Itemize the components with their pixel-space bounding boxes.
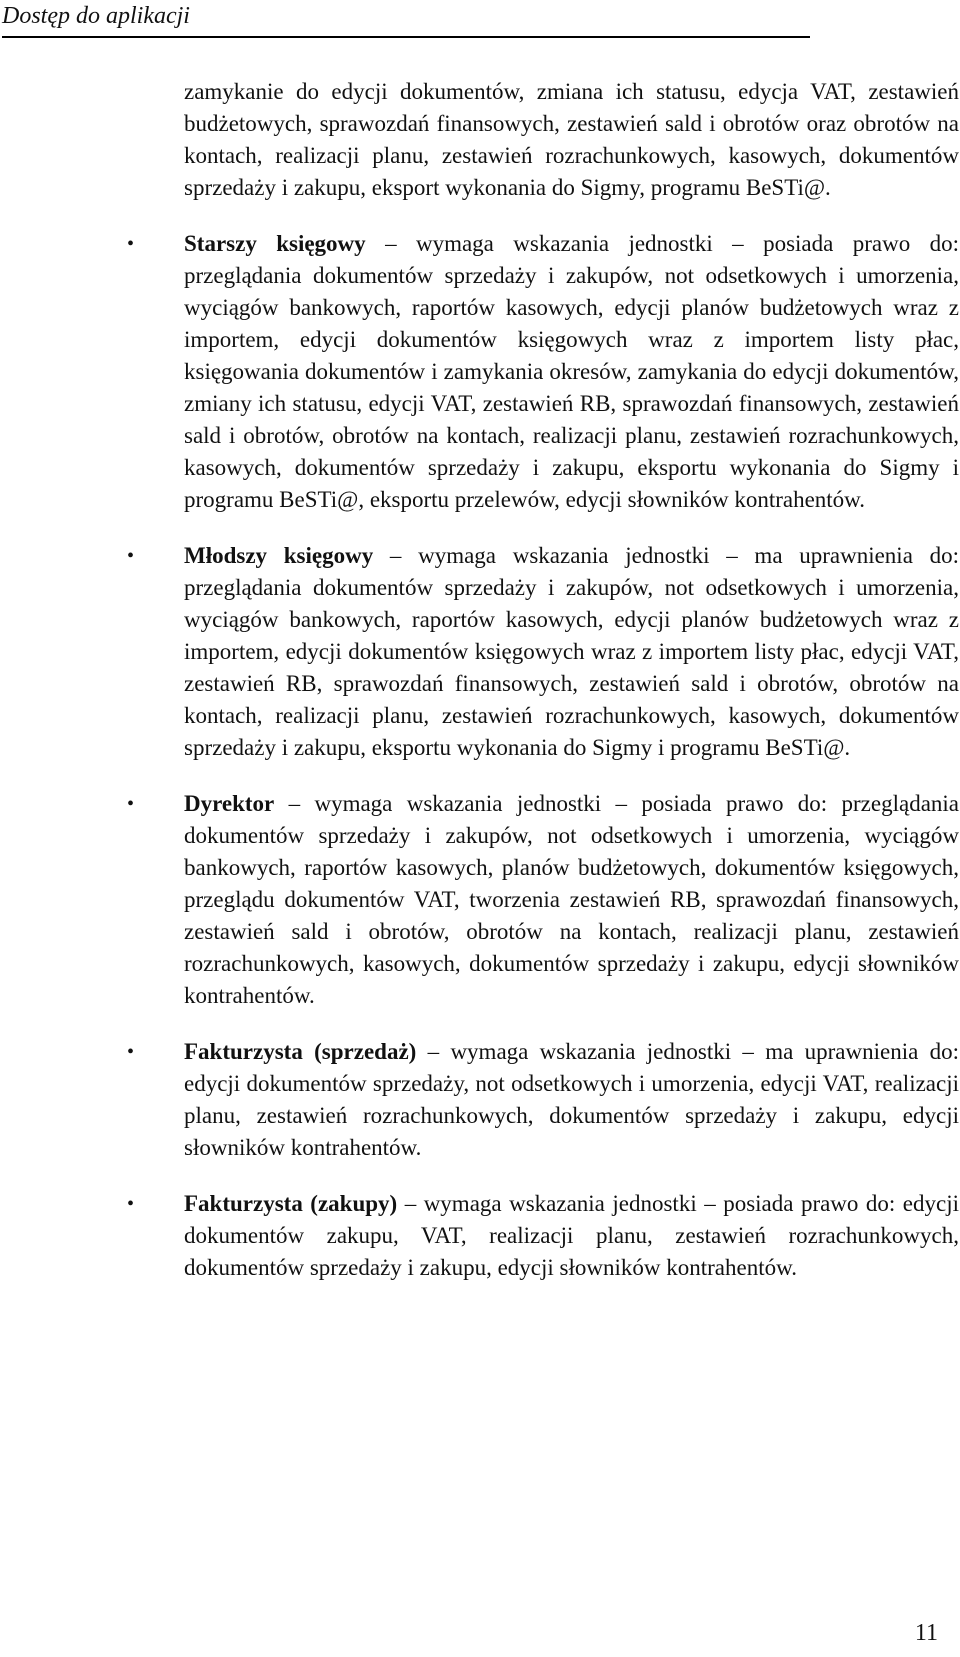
running-header [2, 0, 810, 38]
intro-paragraph: zamykanie do edycji dokumentów, zmiana ich statusu, edycja VAT, zestawień budżetowych, sprawozdań finansowych, zestawień sald i obrotów oraz obrotów na kontach, realizacji planu, zestawień rozrachunkowych, kasowych, dokumentów sprzedaży i zakupu, eksport wykonania do Sigmy, programu BeSTi@. [184, 79, 959, 200]
bullet-icon: • [127, 793, 135, 815]
role-name: Starszy księgowy [184, 231, 366, 256]
role-name: Fakturzysta (sprzedaż) [184, 1039, 417, 1064]
header-title: Dostęp do aplikacji [2, 3, 190, 29]
role-name: Dyrektor [184, 791, 275, 816]
role-item-dyrektor [127, 788, 959, 1012]
list-item [127, 1036, 959, 1164]
role-description: – wymaga wskazania jednostki – posiada prawo do: edycji dokumentów zakupu, VAT, realizacji planu, zestawień rozrachunkowych, dokumentów sprzedaży i zakupu, edycji słowników kontrahentów. [184, 1191, 959, 1280]
document-body [127, 76, 959, 1308]
page-number: 11 [914, 1620, 938, 1646]
role-description: – wymaga wskazania jednostki – posiada prawo do: przeglądania dokumentów sprzedaży i zakupów, not odsetkowych i umorzenia, wyciągów bankowych, raportów kasowych, planów budżetowych, dokumentów księgowych, przeglądu dokumentów VAT, tworzenia zestawień RB, sprawozdań finansowych, zestawień sald i obrotów, obrotów na kontach, realizacji planu, zestawień rozrachunkowych, kasowych, dokumentów sprzedaży i zakupu, edycji słowników kontrahentów. [184, 791, 959, 1008]
role-item-fakturzysta-sprzedaz [127, 1036, 959, 1164]
bullet-icon: • [127, 1041, 135, 1063]
bullet-icon: • [127, 233, 135, 255]
role-name: Młodszy księgowy [184, 543, 374, 568]
role-name: Fakturzysta (zakupy) [184, 1191, 398, 1216]
list-item [127, 540, 959, 764]
role-description: – wymaga wskazania jednostki – posiada prawo do: przeglądania dokumentów sprzedaży i zakupów, not odsetkowych i umorzenia, wyciągów bankowych, raportów kasowych, edycji planów budżetowych wraz z importem, edycji dokumentów księgowych wraz z importem listy płac, księgowania dokumentów i zamykania okresów, zamykania do edycji dokumentów, zmiany ich statusu, edycji VAT, zestawień RB, sprawozdań finansowych, zestawień sald i obrotów, obrotów na kontach, realizacji planu, zestawień rozrachunkowych, kasowych, dokumentów sprzedaży i zakupu, eksportu wykonania do Sigmy i programu BeSTi@, eksportu przelewów, edycji słowników kontrahentów. [184, 231, 959, 512]
bullet-icon: • [127, 545, 135, 567]
role-description: – wymaga wskazania jednostki – ma uprawnienia do: edycji dokumentów sprzedaży, not odsetkowych i umorzenia, edycji VAT, realizacji planu, zestawień rozrachunkowych, dokumentów sprzedaży i zakupu, edycji słowników kontrahentów. [184, 1039, 959, 1160]
list-item [127, 788, 959, 1012]
role-item-mlodszy-ksiegowy [127, 540, 959, 764]
list-item [127, 1188, 959, 1284]
role-item-fakturzysta-zakupy [127, 1188, 959, 1284]
bullet-icon: • [127, 1193, 135, 1215]
list-item [127, 228, 959, 516]
role-item-starszy-ksiegowy [127, 228, 959, 516]
role-description: – wymaga wskazania jednostki – ma uprawnienia do: przeglądania dokumentów sprzedaży i zakupów, not odsetkowych i umorzenia, wyciągów bankowych, raportów kasowych, edycji planów budżetowych wraz z importem, edycji dokumentów księgowych wraz z importem listy płac, edycji VAT, zestawień RB, sprawozdań finansowych, zestawień sald i obrotów, obrotów na kontach, realizacji planu, zestawień rozrachunkowych, kasowych, dokumentów sprzedaży i zakupu, eksportu wykonania do Sigmy i programu BeSTi@. [184, 543, 959, 760]
